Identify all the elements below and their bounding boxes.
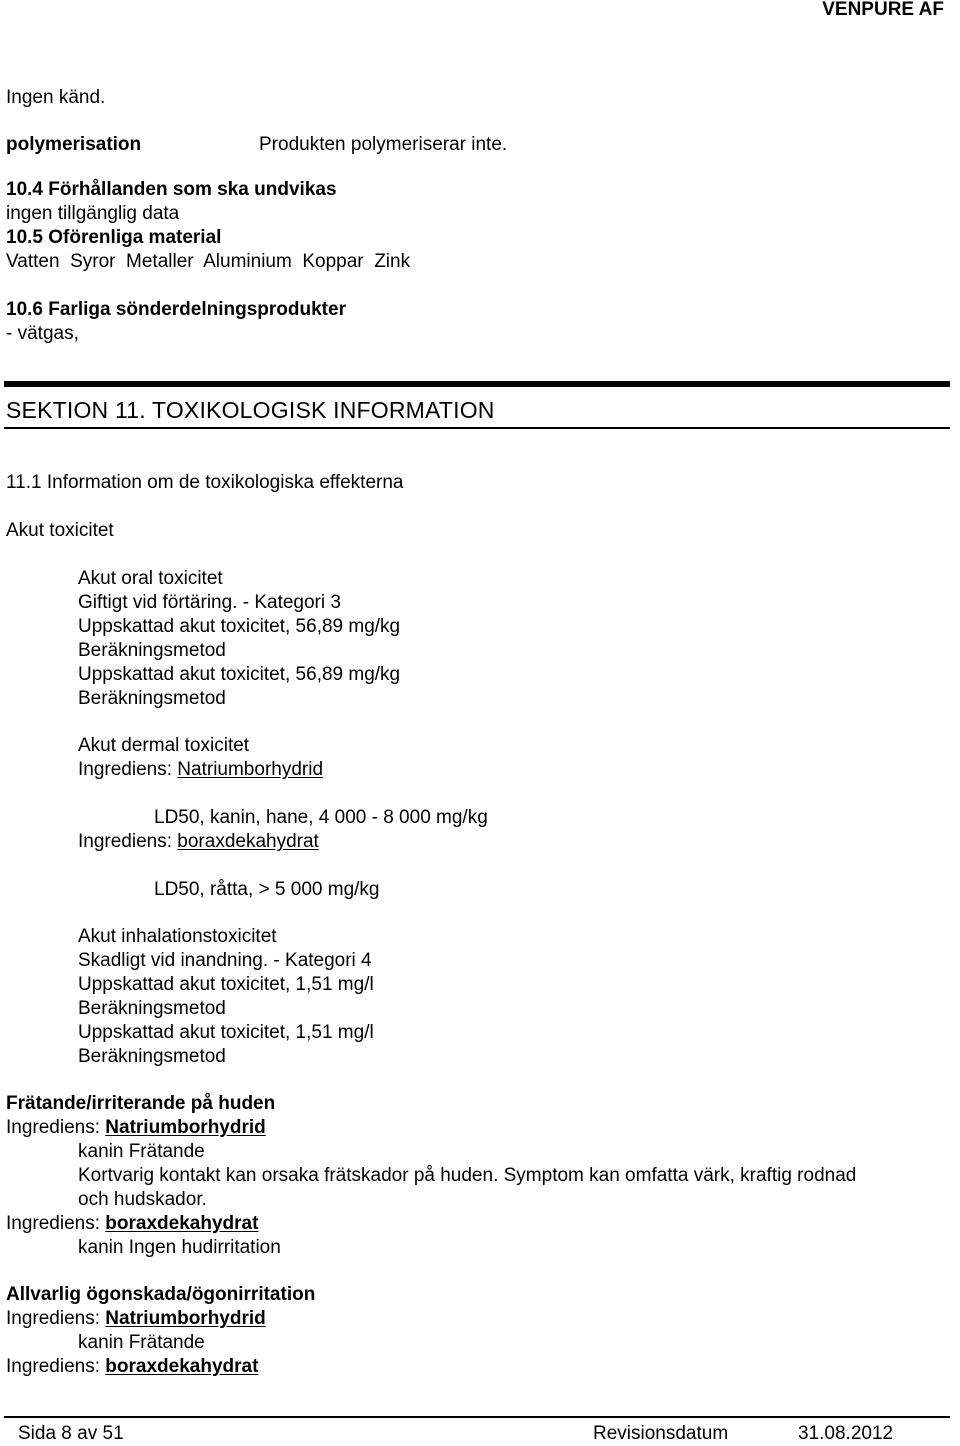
skin-line: Kortvarig kontakt kan orsaka frätskador på huden. Symptom kan omfatta värk, kraftig rodnad <box>78 1165 857 1186</box>
dermal-ingredient-row <box>78 758 323 782</box>
text-10-6: - vätgas, <box>6 323 79 344</box>
heading-10-5: 10.5 Oförenliga material <box>6 227 222 248</box>
ingredient-boraxdekahydrat: boraxdekahydrat <box>105 1213 259 1234</box>
revision-date: 31.08.2012 <box>798 1423 894 1444</box>
dermal-ingredient-row <box>78 830 319 854</box>
skin-line: kanin Frätande <box>78 1141 205 1162</box>
ingrediens-label: Ingrediens: <box>6 1356 106 1377</box>
inhal-line: Skadligt vid inandning. - Kategori 4 <box>78 950 372 971</box>
inhal-line: Beräkningsmetod <box>78 1046 226 1067</box>
ingrediens-label: Ingrediens: <box>78 831 178 852</box>
ingredient-natriumborhydrid: Natriumborhydrid <box>177 759 324 780</box>
heading-10-4: 10.4 Förhållanden som ska undvikas <box>6 179 337 200</box>
eye-heading: Allvarlig ögonskada/ögonirritation <box>6 1284 316 1305</box>
polymerisation-value: Produkten polymeriserar inte. <box>259 134 508 155</box>
oral-line: Uppskattad akut toxicitet, 56,89 mg/kg <box>78 616 401 637</box>
text-10-5: Vatten Syror Metaller Aluminium Koppar Zink <box>6 251 411 272</box>
eye-ingredient-row <box>6 1307 266 1331</box>
ingrediens-label: Ingrediens: <box>6 1308 106 1329</box>
ingredient-natriumborhydrid: Natriumborhydrid <box>105 1308 266 1329</box>
skin-ingredient-row <box>6 1116 266 1140</box>
oral-heading: Akut oral toxicitet <box>78 568 223 589</box>
company-name: VENPURE AF <box>822 0 944 20</box>
oral-line: Giftigt vid förtäring. - Kategori 3 <box>78 592 341 613</box>
ingredient-boraxdekahydrat: boraxdekahydrat <box>177 831 319 852</box>
inhal-line: Uppskattad akut toxicitet, 1,51 mg/l <box>78 974 374 995</box>
eye-line: kanin Frätande <box>78 1332 205 1353</box>
ingen-kand-text: Ingen känd. <box>6 87 106 108</box>
section-top-rule <box>4 381 950 387</box>
section-11-title: SEKTION 11. TOXIKOLOGISK INFORMATION <box>6 397 495 423</box>
text-10-4: ingen tillgänglig data <box>6 203 180 224</box>
dermal-ld50: LD50, kanin, hane, 4 000 - 8 000 mg/kg <box>154 807 488 828</box>
oral-line: Beräkningsmetod <box>78 640 226 661</box>
revision-label: Revisionsdatum <box>593 1423 729 1444</box>
heading-11-1: 11.1 Information om de toxikologiska effekterna <box>6 472 404 493</box>
ingrediens-label: Ingrediens: <box>78 759 178 780</box>
ingrediens-label: Ingrediens: <box>6 1117 106 1138</box>
skin-line: och hudskador. <box>78 1189 207 1210</box>
akut-toxicitet-heading: Akut toxicitet <box>6 520 114 541</box>
oral-line: Uppskattad akut toxicitet, 56,89 mg/kg <box>78 664 401 685</box>
ingredient-boraxdekahydrat: boraxdekahydrat <box>105 1356 259 1377</box>
eye-ingredient-row <box>6 1355 258 1379</box>
dermal-heading: Akut dermal toxicitet <box>78 735 250 756</box>
polymerisation-label: polymerisation <box>6 134 142 155</box>
inhal-heading: Akut inhalationstoxicitet <box>78 926 277 947</box>
inhal-line: Uppskattad akut toxicitet, 1,51 mg/l <box>78 1022 374 1043</box>
page-number: Sida 8 av 51 <box>18 1423 124 1444</box>
ingredient-natriumborhydrid: Natriumborhydrid <box>105 1117 266 1138</box>
oral-line: Beräkningsmetod <box>78 688 226 709</box>
skin-heading: Frätande/irriterande på huden <box>6 1093 276 1114</box>
footer-rule <box>4 1416 950 1418</box>
inhal-line: Beräkningsmetod <box>78 998 226 1019</box>
skin-ingredient-row <box>6 1212 258 1236</box>
ingrediens-label: Ingrediens: <box>6 1213 106 1234</box>
section-bottom-rule <box>4 427 950 429</box>
dermal-ld50: LD50, råtta, > 5 000 mg/kg <box>154 879 380 900</box>
skin-line: kanin Ingen hudirritation <box>78 1237 281 1258</box>
heading-10-6: 10.6 Farliga sönderdelningsprodukter <box>6 299 346 320</box>
